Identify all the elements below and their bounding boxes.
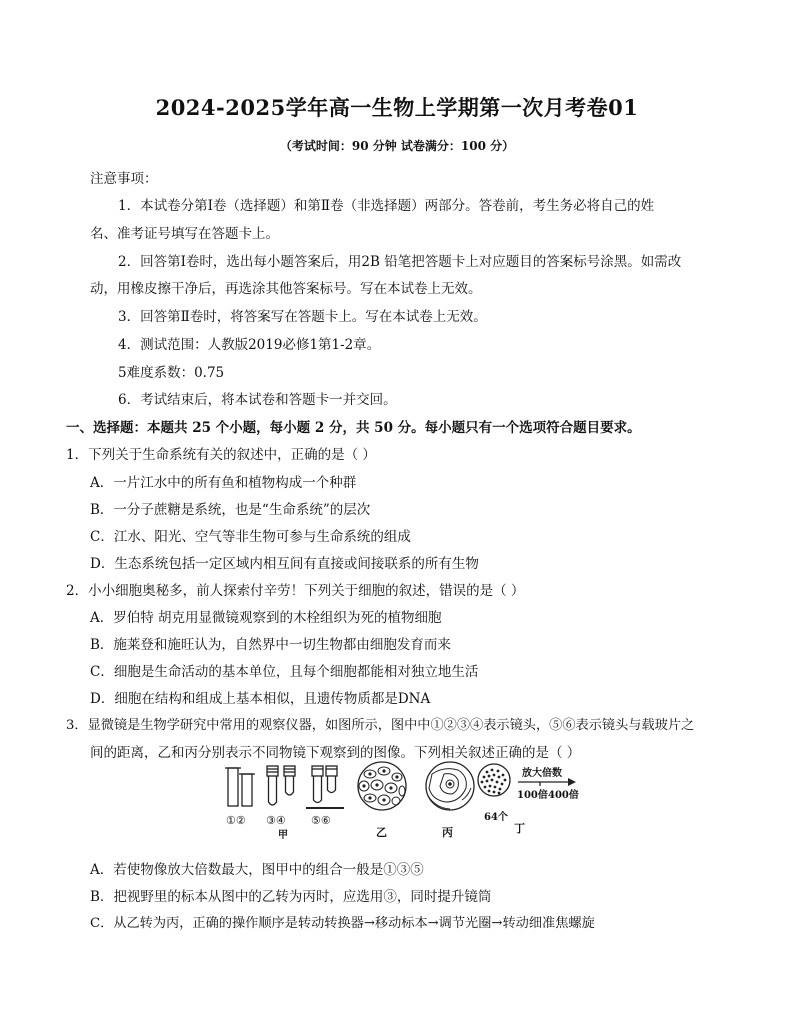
exam-subtitle: （考试时间：90 分钟 试卷满分：100 分） <box>279 139 515 153</box>
q3-option-b: B．把视野里的标本从图中的乙转为丙时，应选用③，同时提升镜筒 <box>90 889 492 905</box>
q1-option-d: D．生态系统包括一定区域内相互间有直接或间接联系的所有生物 <box>90 556 479 572</box>
note-item-1: 1．本试卷分第Ⅰ卷（选择题）和第Ⅱ卷（非选择题）两部分。答卷前，考生务必将自己的姓 <box>118 198 655 214</box>
q3-stem: 3．显微镜是生物学研究中常用的观察仪器，如图所示，图中中①②③④表示镜头，⑤⑥表示镜头与载玻片之 <box>66 718 695 733</box>
note-item-2: 2．回答第Ⅰ卷时，选出每小题答案后，用2B 铅笔把答题卡上对应题目的答案标号涂黑。如需改 <box>118 254 682 270</box>
lens-2-icon <box>242 774 252 806</box>
note-item-3: 3．回答第Ⅱ卷时，将答案写在答题卡上。写在本试卷上无效。 <box>118 309 487 325</box>
q2-stem: 2．小小细胞奥秘多，前人探索付辛劳！下列关于细胞的叙述，错误的是（ ） <box>66 583 525 599</box>
label-100x: 100倍 <box>517 790 548 801</box>
q1-option-c: C．江水、阳光、空气等非生物可参与生命系统的组成 <box>90 529 411 545</box>
label-400x: 400倍 <box>548 790 579 801</box>
objective-5-icon <box>312 766 323 803</box>
q2-option-d: D．细胞在结构和组成上基本相似，且遗传物质都是DNA <box>90 691 431 707</box>
label-bing: 丙 <box>442 826 453 839</box>
note-item-6: 6．考试结束后，将本试卷和答题卡一并交回。 <box>118 392 397 408</box>
q2-option-b: B．施莱登和施旺认为，自然界中一切生物都由细胞发育而来 <box>90 637 451 653</box>
q2-option-c: C．细胞是生命活动的基本单位，且每个细胞都能相对独立地生活 <box>90 664 479 680</box>
label-64: 64个 <box>484 812 508 823</box>
label-lens-12: ①② <box>226 814 246 827</box>
q1-stem: 1．下列关于生命系统有关的叙述中，正确的是（ ） <box>66 447 376 463</box>
q2-option-a: A．罗伯特 胡克用显微镜观察到的木栓组织为死的植物细胞 <box>90 610 442 626</box>
label-ding: 丁 <box>514 822 525 835</box>
objective-6-icon <box>326 766 337 793</box>
q3-stem-cont: 间的距离，乙和丙分别表示不同物镜下观察到的图像。下列相关叙述正确的是（ ） <box>90 745 581 761</box>
label-lens-34: ③④ <box>266 814 286 827</box>
note-item-4: 4．测试范围：人教版2019必修1第1-2章。 <box>118 337 381 353</box>
lens-3-icon <box>267 766 278 805</box>
label-yi: 乙 <box>376 826 387 839</box>
note-item-2-cont: 动，用橡皮擦干净后，再选涂其他答案标号。写在本试卷上无效。 <box>90 281 482 297</box>
label-magnification: 放大倍数 <box>522 768 562 779</box>
section-1-heading: 一、选择题：本题共 25 个小题，每小题 2 分，共 50 分。每小题只有一个选项符合题目要求。 <box>66 420 641 436</box>
notes-heading: 注意事项： <box>90 171 158 187</box>
q3-option-c: C．从乙转为丙，正确的操作顺序是转动转换器→移动标本→调节光圈→转动细准焦螺旋 <box>90 916 595 931</box>
view-bing-icon <box>426 762 474 810</box>
note-item-5: 5难度系数：0.75 <box>118 365 225 381</box>
note-item-1-cont: 名、准考证号填写在答题卡上。 <box>90 226 279 242</box>
lens-1-icon <box>228 768 238 806</box>
exam-title: 2024-2025学年高一生物上学期第一次月考卷01 <box>155 95 639 120</box>
lens-4-icon <box>284 766 295 795</box>
q3-option-a: A．若使物像放大倍数最大，图甲中的组合一般是①③⑤ <box>90 862 424 878</box>
microscope-figure <box>222 760 582 842</box>
q1-option-a: A．一片江水中的所有鱼和植物构成一个种群 <box>90 475 357 491</box>
label-lens-56: ⑤⑥ <box>311 814 331 827</box>
q1-option-b: B．一分子蔗糖是系统，也是“生命系统”的层次 <box>90 502 371 518</box>
label-jia: 甲 <box>278 830 288 841</box>
